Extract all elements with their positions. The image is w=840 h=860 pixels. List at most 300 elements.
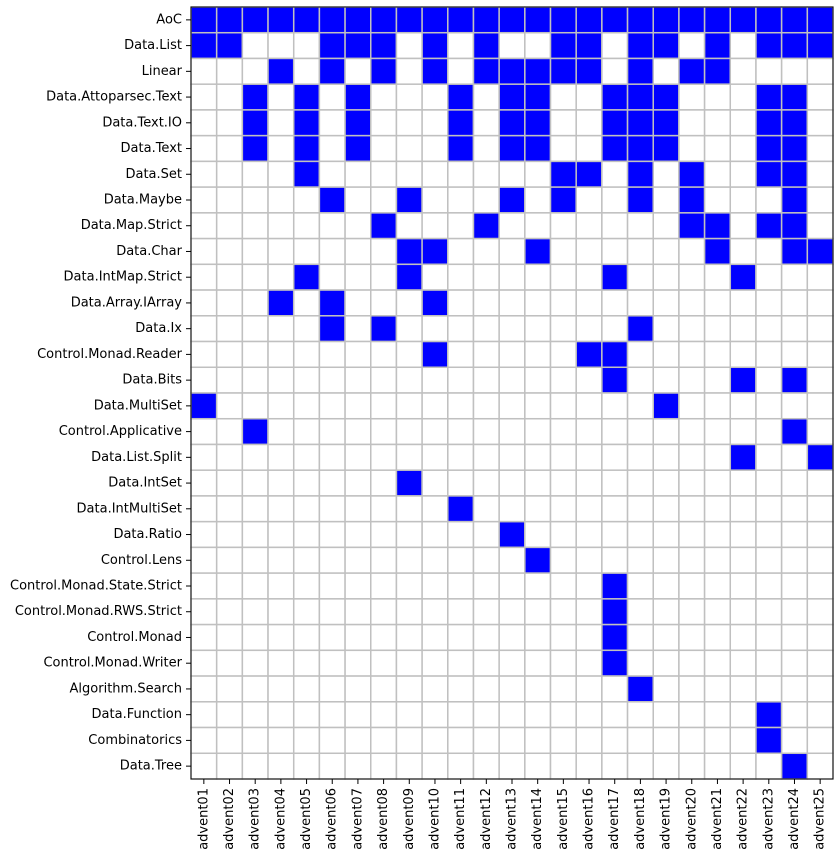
heatmap-cell-AoC-advent01	[191, 7, 217, 33]
heatmap-cell-Control.Monad.Writer-advent02	[217, 650, 243, 676]
heatmap-cell-Control.Monad.State.Strict-advent08	[371, 573, 397, 599]
heatmap-cell-Data.Text.IO-advent04	[268, 110, 294, 136]
heatmap-cell-Data.IntSet-advent01	[191, 470, 217, 496]
heatmap-cell-Data.IntMultiSet-advent07	[345, 496, 371, 522]
heatmap-cell-Data.Text.IO-advent21	[705, 110, 731, 136]
x-tick-label: advent18	[632, 788, 648, 850]
heatmap-cell-Data.Char-advent24	[782, 239, 808, 265]
heatmap-cell-Data.Set-advent23	[756, 161, 782, 187]
heatmap-cell-Control.Monad.RWS.Strict-advent06	[319, 599, 345, 625]
heatmap-cell-Control.Lens-advent08	[371, 547, 397, 573]
heatmap-cell-Data.List.Split-advent19	[653, 444, 679, 470]
heatmap-cell-Data.List-advent14	[525, 33, 551, 59]
y-tick-label: Data.Maybe	[103, 192, 182, 208]
heatmap-cell-Data.List.Split-advent06	[319, 444, 345, 470]
heatmap-cell-Combinatorics-advent25	[807, 728, 833, 754]
y-tick-label: Data.MultiSet	[93, 398, 182, 414]
heatmap-cell-Control.Monad-advent11	[448, 625, 474, 651]
heatmap-cell-Control.Lens-advent05	[294, 547, 320, 573]
heatmap-cell-Data.List.Split-advent02	[217, 444, 243, 470]
heatmap-cell-Data.List-advent05	[294, 33, 320, 59]
heatmap-cell-Data.IntMap.Strict-advent19	[653, 264, 679, 290]
heatmap-cell-Data.Ratio-advent19	[653, 522, 679, 548]
heatmap-cell-Data.Tree-advent24	[782, 753, 808, 779]
heatmap-cell-Control.Monad-advent10	[422, 625, 448, 651]
heatmap-cell-Algorithm.Search-advent16	[576, 676, 602, 702]
heatmap-cell-Data.IntMultiSet-advent16	[576, 496, 602, 522]
heatmap-cell-Algorithm.Search-advent12	[473, 676, 499, 702]
heatmap-cell-Data.Text-advent02	[217, 136, 243, 162]
heatmap-cell-Data.List-advent17	[602, 33, 628, 59]
heatmap-cell-Control.Monad.Reader-advent01	[191, 342, 217, 368]
heatmap-cell-Data.MultiSet-advent22	[730, 393, 756, 419]
heatmap-cell-Data.Map.Strict-advent16	[576, 213, 602, 239]
heatmap-cell-Data.MultiSet-advent08	[371, 393, 397, 419]
heatmap-cell-Algorithm.Search-advent08	[371, 676, 397, 702]
heatmap-cells	[191, 7, 833, 779]
heatmap-cell-Data.Attoparsec.Text-advent18	[628, 84, 654, 110]
heatmap-cell-Data.Tree-advent08	[371, 753, 397, 779]
heatmap-cell-Data.Maybe-advent13	[499, 187, 525, 213]
heatmap-cell-Data.Array.IArray-advent07	[345, 290, 371, 316]
heatmap-cell-Control.Monad.Reader-advent19	[653, 342, 679, 368]
heatmap-cell-Data.IntSet-advent14	[525, 470, 551, 496]
heatmap-cell-Algorithm.Search-advent11	[448, 676, 474, 702]
heatmap-cell-Algorithm.Search-advent15	[551, 676, 577, 702]
heatmap-cell-Data.Function-advent12	[473, 702, 499, 728]
heatmap-cell-Data.IntMultiSet-advent24	[782, 496, 808, 522]
heatmap-cell-Control.Monad-advent20	[679, 625, 705, 651]
x-tick-label: advent06	[324, 788, 340, 850]
heatmap-cell-Combinatorics-advent14	[525, 728, 551, 754]
x-tick-label: advent01	[196, 788, 212, 850]
heatmap-cell-Control.Monad.RWS.Strict-advent08	[371, 599, 397, 625]
heatmap-cell-Control.Monad.RWS.Strict-advent20	[679, 599, 705, 625]
heatmap-cell-Control.Monad.Writer-advent10	[422, 650, 448, 676]
heatmap-cell-Data.Attoparsec.Text-advent21	[705, 84, 731, 110]
x-tick-label: advent02	[222, 788, 238, 850]
heatmap-cell-Data.IntMultiSet-advent15	[551, 496, 577, 522]
heatmap-cell-Data.List.Split-advent25	[807, 444, 833, 470]
heatmap-cell-Control.Monad.RWS.Strict-advent05	[294, 599, 320, 625]
heatmap-cell-Data.Maybe-advent16	[576, 187, 602, 213]
heatmap-cell-Data.Attoparsec.Text-advent08	[371, 84, 397, 110]
heatmap-cell-Data.Text-advent10	[422, 136, 448, 162]
heatmap-cell-Control.Monad.Writer-advent15	[551, 650, 577, 676]
heatmap-cell-Data.Maybe-advent19	[653, 187, 679, 213]
heatmap-cell-Data.MultiSet-advent05	[294, 393, 320, 419]
heatmap-cell-Data.Set-advent18	[628, 161, 654, 187]
heatmap-cell-Control.Lens-advent25	[807, 547, 833, 573]
heatmap-cell-Data.MultiSet-advent17	[602, 393, 628, 419]
heatmap-cell-Data.IntMap.Strict-advent08	[371, 264, 397, 290]
heatmap-cell-Data.Bits-advent02	[217, 367, 243, 393]
heatmap-cell-Data.Bits-advent24	[782, 367, 808, 393]
heatmap-cell-Data.Map.Strict-advent18	[628, 213, 654, 239]
heatmap-cell-Control.Monad.Reader-advent23	[756, 342, 782, 368]
heatmap-cell-Data.Array.IArray-advent23	[756, 290, 782, 316]
heatmap-cell-Data.IntMultiSet-advent17	[602, 496, 628, 522]
heatmap-cell-Data.Map.Strict-advent25	[807, 213, 833, 239]
heatmap-cell-Control.Monad.State.Strict-advent05	[294, 573, 320, 599]
heatmap-cell-Linear-advent15	[551, 58, 577, 84]
heatmap-cell-Data.Text.IO-advent06	[319, 110, 345, 136]
heatmap-cell-Data.Set-advent22	[730, 161, 756, 187]
heatmap-cell-Data.Set-advent25	[807, 161, 833, 187]
heatmap-cell-Data.Ix-advent19	[653, 316, 679, 342]
heatmap-cell-Control.Monad.Reader-advent05	[294, 342, 320, 368]
heatmap-cell-Data.Array.IArray-advent18	[628, 290, 654, 316]
heatmap-cell-Control.Applicative-advent16	[576, 419, 602, 445]
heatmap-cell-Control.Monad.RWS.Strict-advent19	[653, 599, 679, 625]
heatmap-cell-Data.Function-advent23	[756, 702, 782, 728]
heatmap-cell-Control.Lens-advent07	[345, 547, 371, 573]
heatmap-cell-Data.Text-advent25	[807, 136, 833, 162]
heatmap-cell-Data.Bits-advent09	[396, 367, 422, 393]
heatmap-cell-Data.MultiSet-advent13	[499, 393, 525, 419]
heatmap-cell-Control.Monad.Writer-advent04	[268, 650, 294, 676]
heatmap-cell-Data.IntSet-advent20	[679, 470, 705, 496]
heatmap-cell-Control.Monad.State.Strict-advent09	[396, 573, 422, 599]
heatmap-cell-Data.Ix-advent04	[268, 316, 294, 342]
heatmap-cell-Control.Monad-advent19	[653, 625, 679, 651]
heatmap-cell-Data.Text.IO-advent14	[525, 110, 551, 136]
heatmap-cell-Control.Monad-advent12	[473, 625, 499, 651]
heatmap-cell-Data.IntSet-advent17	[602, 470, 628, 496]
heatmap-cell-Control.Monad.RWS.Strict-advent18	[628, 599, 654, 625]
heatmap-cell-Control.Lens-advent09	[396, 547, 422, 573]
heatmap-cell-Data.Map.Strict-advent13	[499, 213, 525, 239]
heatmap-cell-Data.Char-advent13	[499, 239, 525, 265]
heatmap-cell-Control.Monad.Reader-advent12	[473, 342, 499, 368]
heatmap-cell-Data.IntSet-advent06	[319, 470, 345, 496]
heatmap-cell-Data.IntSet-advent08	[371, 470, 397, 496]
heatmap-cell-Linear-advent18	[628, 58, 654, 84]
heatmap-cell-Control.Monad.State.Strict-advent14	[525, 573, 551, 599]
heatmap-cell-Data.Bits-advent10	[422, 367, 448, 393]
heatmap-cell-Linear-advent24	[782, 58, 808, 84]
heatmap-cell-Data.Attoparsec.Text-advent12	[473, 84, 499, 110]
heatmap-cell-Linear-advent14	[525, 58, 551, 84]
heatmap-cell-Data.Set-advent20	[679, 161, 705, 187]
heatmap-cell-Control.Monad.RWS.Strict-advent14	[525, 599, 551, 625]
heatmap-cell-Control.Monad.State.Strict-advent01	[191, 573, 217, 599]
heatmap-cell-Control.Lens-advent21	[705, 547, 731, 573]
heatmap-cell-Data.List.Split-advent15	[551, 444, 577, 470]
heatmap-cell-Control.Monad.RWS.Strict-advent22	[730, 599, 756, 625]
y-tick-label: Data.List.Split	[91, 449, 182, 465]
heatmap-cell-Data.List.Split-advent16	[576, 444, 602, 470]
heatmap-cell-Control.Monad.Reader-advent13	[499, 342, 525, 368]
heatmap-cell-Data.Text.IO-advent19	[653, 110, 679, 136]
heatmap-cell-Data.Ratio-advent09	[396, 522, 422, 548]
heatmap-cell-Data.Function-advent10	[422, 702, 448, 728]
heatmap-cell-Data.IntMultiSet-advent11	[448, 496, 474, 522]
heatmap-cell-Data.Tree-advent21	[705, 753, 731, 779]
heatmap-cell-Control.Monad.Reader-advent07	[345, 342, 371, 368]
y-tick-label: Data.Text.IO	[102, 115, 182, 131]
heatmap-cell-Control.Monad-advent13	[499, 625, 525, 651]
y-tick-label: Data.Function	[91, 707, 182, 723]
heatmap-cell-Combinatorics-advent01	[191, 728, 217, 754]
heatmap-cell-Data.Bits-advent05	[294, 367, 320, 393]
heatmap-cell-Data.Ix-advent13	[499, 316, 525, 342]
heatmap-cell-Data.Ratio-advent02	[217, 522, 243, 548]
heatmap-cell-Combinatorics-advent24	[782, 728, 808, 754]
heatmap-cell-Data.Function-advent07	[345, 702, 371, 728]
heatmap-cell-Data.Ix-advent01	[191, 316, 217, 342]
heatmap-cell-Data.Function-advent09	[396, 702, 422, 728]
heatmap-cell-Data.Map.Strict-advent10	[422, 213, 448, 239]
heatmap-cell-Control.Monad-advent14	[525, 625, 551, 651]
heatmap-cell-Data.Tree-advent23	[756, 753, 782, 779]
heatmap-cell-Data.MultiSet-advent04	[268, 393, 294, 419]
heatmap-cell-Data.Tree-advent05	[294, 753, 320, 779]
heatmap-cell-Data.MultiSet-advent15	[551, 393, 577, 419]
heatmap-cell-Data.Attoparsec.Text-advent23	[756, 84, 782, 110]
heatmap-cell-Data.MultiSet-advent23	[756, 393, 782, 419]
heatmap-cell-Algorithm.Search-advent24	[782, 676, 808, 702]
heatmap-cell-Data.Text.IO-advent11	[448, 110, 474, 136]
x-tick-label: advent20	[684, 788, 700, 850]
heatmap-cell-Data.Text-advent21	[705, 136, 731, 162]
heatmap-cell-Data.Tree-advent16	[576, 753, 602, 779]
heatmap-cell-Data.Text-advent08	[371, 136, 397, 162]
heatmap-cell-Control.Lens-advent17	[602, 547, 628, 573]
heatmap-cell-Combinatorics-advent13	[499, 728, 525, 754]
heatmap-cell-Linear-advent05	[294, 58, 320, 84]
y-tick-label: Data.Char	[116, 243, 182, 259]
heatmap-cell-Data.IntMultiSet-advent20	[679, 496, 705, 522]
heatmap-cell-Combinatorics-advent02	[217, 728, 243, 754]
heatmap-cell-Data.Ratio-advent08	[371, 522, 397, 548]
heatmap-cell-Data.Ix-advent23	[756, 316, 782, 342]
heatmap-cell-Data.Array.IArray-advent22	[730, 290, 756, 316]
x-tick-label: advent14	[530, 788, 546, 850]
heatmap-cell-AoC-advent07	[345, 7, 371, 33]
heatmap-cell-Data.Maybe-advent24	[782, 187, 808, 213]
heatmap-cell-Control.Monad-advent16	[576, 625, 602, 651]
heatmap-cell-Data.Map.Strict-advent22	[730, 213, 756, 239]
heatmap-cell-Linear-advent03	[242, 58, 268, 84]
x-tick-label: advent07	[350, 788, 366, 850]
heatmap-cell-Control.Monad.Writer-advent11	[448, 650, 474, 676]
heatmap-cell-Data.Ix-advent20	[679, 316, 705, 342]
heatmap-cell-Control.Monad.Writer-advent09	[396, 650, 422, 676]
heatmap-cell-Data.Tree-advent15	[551, 753, 577, 779]
heatmap-cell-Data.List.Split-advent09	[396, 444, 422, 470]
heatmap-cell-Linear-advent06	[319, 58, 345, 84]
heatmap-cell-Data.Function-advent13	[499, 702, 525, 728]
heatmap-cell-Data.Char-advent16	[576, 239, 602, 265]
y-tick-label: Control.Applicative	[58, 424, 182, 440]
heatmap-cell-Algorithm.Search-advent02	[217, 676, 243, 702]
heatmap-cell-Data.Bits-advent13	[499, 367, 525, 393]
heatmap-cell-Control.Monad.Reader-advent20	[679, 342, 705, 368]
heatmap-cell-Data.Text.IO-advent17	[602, 110, 628, 136]
heatmap-cell-Data.Ratio-advent05	[294, 522, 320, 548]
heatmap-cell-Control.Monad-advent22	[730, 625, 756, 651]
heatmap-cell-Data.Attoparsec.Text-advent04	[268, 84, 294, 110]
heatmap-cell-Control.Monad.RWS.Strict-advent07	[345, 599, 371, 625]
heatmap-cell-Algorithm.Search-advent21	[705, 676, 731, 702]
x-tick-label: advent04	[273, 788, 289, 850]
heatmap-cell-Control.Lens-advent20	[679, 547, 705, 573]
heatmap-cell-Data.IntSet-advent09	[396, 470, 422, 496]
heatmap-cell-Data.Attoparsec.Text-advent02	[217, 84, 243, 110]
heatmap-cell-Data.Attoparsec.Text-advent24	[782, 84, 808, 110]
heatmap-cell-Data.Set-advent17	[602, 161, 628, 187]
heatmap-cell-Data.Set-advent10	[422, 161, 448, 187]
heatmap-cell-Data.Text.IO-advent20	[679, 110, 705, 136]
heatmap-cell-Data.MultiSet-advent10	[422, 393, 448, 419]
heatmap-cell-Data.List-advent06	[319, 33, 345, 59]
heatmap-cell-Data.Set-advent02	[217, 161, 243, 187]
heatmap-cell-Data.Array.IArray-advent11	[448, 290, 474, 316]
heatmap-cell-Data.Ix-advent24	[782, 316, 808, 342]
heatmap-cell-Data.IntSet-advent24	[782, 470, 808, 496]
heatmap-cell-Control.Applicative-advent09	[396, 419, 422, 445]
heatmap-cell-Data.Text-advent05	[294, 136, 320, 162]
heatmap-cell-Control.Applicative-advent10	[422, 419, 448, 445]
heatmap-cell-Control.Applicative-advent11	[448, 419, 474, 445]
heatmap-cell-Data.Array.IArray-advent05	[294, 290, 320, 316]
heatmap-cell-Algorithm.Search-advent14	[525, 676, 551, 702]
heatmap-cell-Control.Monad.Writer-advent21	[705, 650, 731, 676]
heatmap-cell-Data.IntMap.Strict-advent15	[551, 264, 577, 290]
heatmap-cell-Data.Text.IO-advent05	[294, 110, 320, 136]
heatmap-cell-Data.Tree-advent17	[602, 753, 628, 779]
heatmap-cell-Data.IntMultiSet-advent14	[525, 496, 551, 522]
heatmap-cell-Data.List.Split-advent04	[268, 444, 294, 470]
heatmap-cell-Data.Ratio-advent11	[448, 522, 474, 548]
heatmap-cell-AoC-advent02	[217, 7, 243, 33]
heatmap-cell-Data.Ratio-advent18	[628, 522, 654, 548]
heatmap-cell-Data.Map.Strict-advent09	[396, 213, 422, 239]
heatmap-cell-Control.Lens-advent14	[525, 547, 551, 573]
heatmap-cell-Data.List.Split-advent18	[628, 444, 654, 470]
heatmap-cell-Control.Applicative-advent23	[756, 419, 782, 445]
heatmap-cell-Control.Monad-advent25	[807, 625, 833, 651]
heatmap-cell-Data.List-advent21	[705, 33, 731, 59]
heatmap-cell-AoC-advent16	[576, 7, 602, 33]
heatmap-cell-Control.Monad.State.Strict-advent17	[602, 573, 628, 599]
heatmap-cell-Data.Ix-advent21	[705, 316, 731, 342]
heatmap-cell-Data.Char-advent17	[602, 239, 628, 265]
heatmap-cell-Control.Monad-advent21	[705, 625, 731, 651]
heatmap-cell-Data.Maybe-advent21	[705, 187, 731, 213]
heatmap-cell-Linear-advent07	[345, 58, 371, 84]
heatmap-cell-Data.IntMap.Strict-advent06	[319, 264, 345, 290]
heatmap-cell-Data.List.Split-advent08	[371, 444, 397, 470]
y-tick-label: Data.Ix	[135, 321, 182, 337]
heatmap-cell-Data.Ratio-advent03	[242, 522, 268, 548]
heatmap-cell-Data.List-advent09	[396, 33, 422, 59]
heatmap-cell-Control.Monad.Reader-advent03	[242, 342, 268, 368]
heatmap-cell-Linear-advent12	[473, 58, 499, 84]
heatmap-cell-Data.Text-advent11	[448, 136, 474, 162]
heatmap-cell-Data.Maybe-advent25	[807, 187, 833, 213]
heatmap-cell-Control.Monad-advent06	[319, 625, 345, 651]
heatmap-cell-AoC-advent12	[473, 7, 499, 33]
heatmap-cell-Control.Monad-advent02	[217, 625, 243, 651]
heatmap-cell-Data.IntMap.Strict-advent13	[499, 264, 525, 290]
heatmap-cell-Data.IntMap.Strict-advent20	[679, 264, 705, 290]
heatmap-cell-Data.Bits-advent19	[653, 367, 679, 393]
heatmap-cell-Data.Bits-advent08	[371, 367, 397, 393]
y-tick-label: Data.Text	[120, 141, 182, 157]
heatmap-cell-Combinatorics-advent06	[319, 728, 345, 754]
heatmap-cell-Data.MultiSet-advent14	[525, 393, 551, 419]
heatmap-cell-Control.Monad-advent07	[345, 625, 371, 651]
heatmap-cell-Data.IntSet-advent11	[448, 470, 474, 496]
heatmap-cell-Data.Set-advent08	[371, 161, 397, 187]
heatmap-cell-Data.Array.IArray-advent08	[371, 290, 397, 316]
heatmap-cell-Data.Attoparsec.Text-advent03	[242, 84, 268, 110]
heatmap-cell-Data.IntMap.Strict-advent07	[345, 264, 371, 290]
heatmap-cell-Control.Monad.Reader-advent16	[576, 342, 602, 368]
heatmap-cell-Data.Text.IO-advent12	[473, 110, 499, 136]
heatmap-cell-Data.IntMap.Strict-advent02	[217, 264, 243, 290]
heatmap-cell-Data.IntMap.Strict-advent25	[807, 264, 833, 290]
heatmap-cell-Control.Monad-advent09	[396, 625, 422, 651]
heatmap-cell-Control.Monad.Reader-advent24	[782, 342, 808, 368]
heatmap-cell-Linear-advent02	[217, 58, 243, 84]
y-tick-label: Control.Lens	[100, 552, 182, 568]
heatmap-cell-Linear-advent25	[807, 58, 833, 84]
heatmap-cell-Data.Tree-advent20	[679, 753, 705, 779]
heatmap-cell-Data.Maybe-advent09	[396, 187, 422, 213]
heatmap-cell-Data.List-advent07	[345, 33, 371, 59]
heatmap-cell-Data.Text-advent18	[628, 136, 654, 162]
x-tick-label: advent24	[786, 788, 802, 850]
heatmap-cell-Data.Char-advent15	[551, 239, 577, 265]
heatmap-cell-Data.IntSet-advent04	[268, 470, 294, 496]
heatmap-cell-Linear-advent21	[705, 58, 731, 84]
heatmap-cell-Data.Bits-advent12	[473, 367, 499, 393]
heatmap-cell-Data.Maybe-advent10	[422, 187, 448, 213]
heatmap-cell-Data.Array.IArray-advent03	[242, 290, 268, 316]
heatmap-cell-Combinatorics-advent05	[294, 728, 320, 754]
heatmap-cell-Data.Attoparsec.Text-advent20	[679, 84, 705, 110]
heatmap-cell-Algorithm.Search-advent18	[628, 676, 654, 702]
heatmap-cell-Data.Ix-advent15	[551, 316, 577, 342]
heatmap-cell-Control.Monad.Writer-advent06	[319, 650, 345, 676]
heatmap-cell-Data.Set-advent01	[191, 161, 217, 187]
heatmap-cell-Data.IntMap.Strict-advent16	[576, 264, 602, 290]
heatmap-cell-Data.Ix-advent14	[525, 316, 551, 342]
heatmap-cell-Algorithm.Search-advent20	[679, 676, 705, 702]
heatmap-cell-Data.Char-advent07	[345, 239, 371, 265]
heatmap-cell-Data.Attoparsec.Text-advent11	[448, 84, 474, 110]
heatmap-cell-Combinatorics-advent15	[551, 728, 577, 754]
heatmap-cell-Linear-advent17	[602, 58, 628, 84]
heatmap-cell-AoC-advent24	[782, 7, 808, 33]
heatmap-cell-Control.Lens-advent01	[191, 547, 217, 573]
heatmap-cell-Data.Ratio-advent14	[525, 522, 551, 548]
heatmap-cell-Control.Monad.Reader-advent22	[730, 342, 756, 368]
heatmap-cell-Control.Applicative-advent17	[602, 419, 628, 445]
heatmap-cell-Control.Monad-advent05	[294, 625, 320, 651]
heatmap-cell-Data.Function-advent06	[319, 702, 345, 728]
heatmap-cell-Data.Ix-advent18	[628, 316, 654, 342]
heatmap-cell-Combinatorics-advent04	[268, 728, 294, 754]
heatmap-cell-Data.Ratio-advent24	[782, 522, 808, 548]
heatmap-cell-Data.Ratio-advent21	[705, 522, 731, 548]
heatmap-cell-Algorithm.Search-advent09	[396, 676, 422, 702]
heatmap-cell-Data.IntMap.Strict-advent04	[268, 264, 294, 290]
heatmap-cell-Data.Ix-advent05	[294, 316, 320, 342]
